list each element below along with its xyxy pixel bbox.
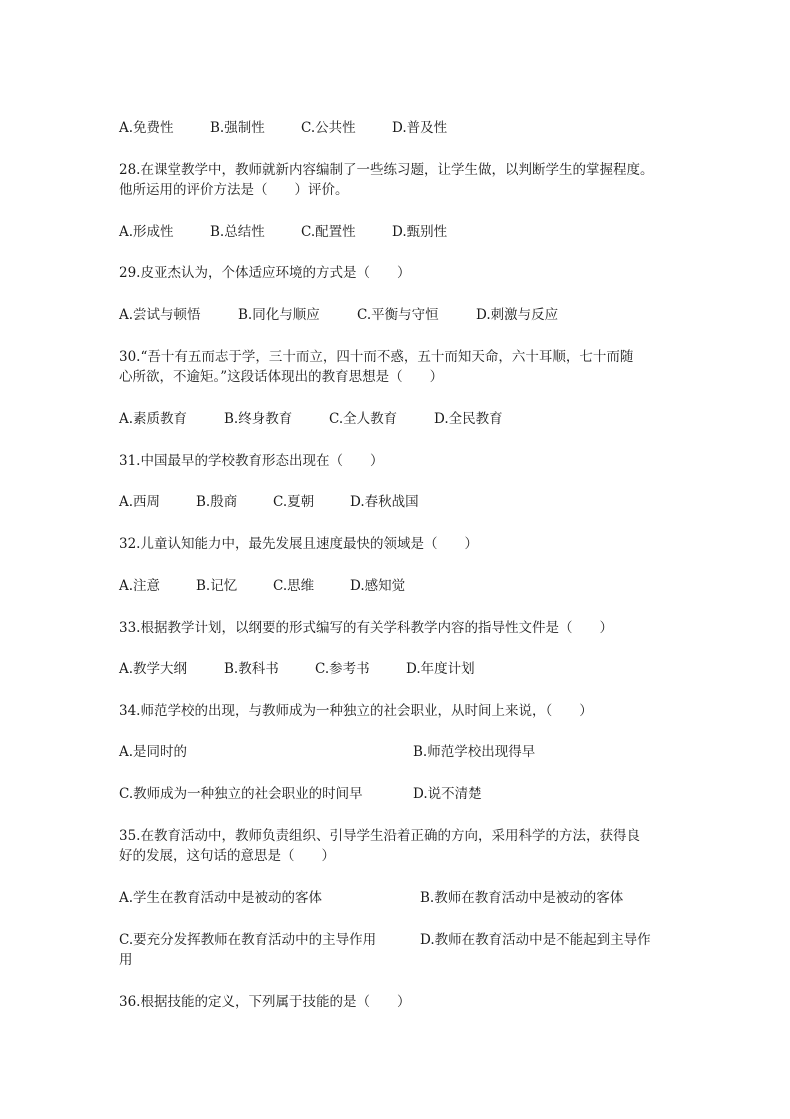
q35-option-b: B.教师在教育活动中是被动的客体 [420, 890, 624, 906]
q28-option-b: B.总结性 [210, 224, 265, 240]
q28-option-d: D.甄别性 [392, 224, 448, 240]
q29-option-c: C.平衡与守恒 [357, 307, 439, 323]
q33-option-d: D.年度计划 [406, 661, 475, 677]
q35-stem-line2: 好的发展，这句话的意思是（ ） [119, 848, 335, 864]
q35-stem-line1: 35.在教育活动中，教师负责组织、引导学生沿着正确的方向，采用科学的方法，获得良 [119, 828, 640, 844]
q31-option-a: A.西周 [119, 494, 161, 510]
q32-option-b: B.记忆 [196, 578, 238, 594]
q30-option-b: B.终身教育 [224, 411, 293, 427]
q31-option-b: B.殷商 [196, 494, 238, 510]
q35-option-d-wrap: 用 [119, 952, 133, 968]
q30-option-c: C.全人教育 [329, 411, 398, 427]
q29-stem: 29.皮亚杰认为，个体适应环境的方式是（ ） [119, 265, 411, 281]
q34-option-b: B.师范学校出现得早 [413, 744, 536, 760]
q28-stem-line1: 28.在课堂教学中，教师就新内容编制了一些练习题，让学生做，以判断学生的掌握程度。 [119, 162, 654, 178]
q30-stem-line1: 30.“吾十有五而志于学，三十而立，四十而不惑，五十而知天命，六十耳顺，七十而随 [119, 349, 634, 365]
q30-stem-line2: 心所欲，不逾矩。”这段话体现出的教育思想是（ ） [119, 369, 444, 385]
q34-option-d: D.说不清楚 [413, 786, 482, 802]
q31-option-c: C.夏朝 [273, 494, 315, 510]
q36-stem: 36.根据技能的定义，下列属于技能的是（ ） [119, 994, 411, 1010]
q31-option-d: D.春秋战国 [350, 494, 419, 510]
q35-option-c: C.要充分发挥教师在教育活动中的主导作用 [119, 932, 377, 948]
q29-option-d: D.刺激与反应 [476, 307, 559, 323]
q32-stem: 32.儿童认知能力中，最先发展且速度最快的领域是（ ） [119, 536, 478, 552]
q29-option-a: A.尝试与顿悟 [119, 307, 201, 323]
q27-option-b: B.强制性 [210, 120, 265, 136]
q34-stem: 34.师范学校的出现，与教师成为一种独立的社会职业，从时间上来说，（ ） [119, 703, 593, 719]
q34-option-c: C.教师成为一种独立的社会职业的时间早 [119, 786, 363, 802]
q28-option-a: A.形成性 [119, 224, 174, 240]
q30-option-a: A.素质教育 [119, 411, 188, 427]
q28-stem-line2: 他所运用的评价方法是（ ）评价。 [119, 182, 349, 198]
q27-option-c: C.公共性 [301, 120, 356, 136]
q31-stem: 31.中国最早的学校教育形态出现在（ ） [119, 453, 384, 469]
q27-option-a: A.免费性 [119, 120, 174, 136]
q33-option-b: B.教科书 [224, 661, 279, 677]
q34-option-a: A.是同时的 [119, 744, 188, 760]
q32-option-d: D.感知觉 [350, 578, 406, 594]
q30-option-d: D.全民教育 [434, 411, 503, 427]
q33-stem: 33.根据教学计划，以纲要的形式编写的有关学科教学内容的指导性文件是（ ） [119, 620, 613, 636]
q32-option-c: C.思维 [273, 578, 315, 594]
q35-option-d: D.教师在教育活动中是不能起到主导作 [420, 932, 651, 948]
q33-option-c: C.参考书 [315, 661, 370, 677]
q27-option-d: D.普及性 [392, 120, 448, 136]
q28-option-c: C.配置性 [301, 224, 356, 240]
q35-option-a: A.学生在教育活动中是被动的客体 [119, 890, 323, 906]
q29-option-b: B.同化与顺应 [238, 307, 320, 323]
q33-option-a: A.教学大纲 [119, 661, 188, 677]
q32-option-a: A.注意 [119, 578, 161, 594]
